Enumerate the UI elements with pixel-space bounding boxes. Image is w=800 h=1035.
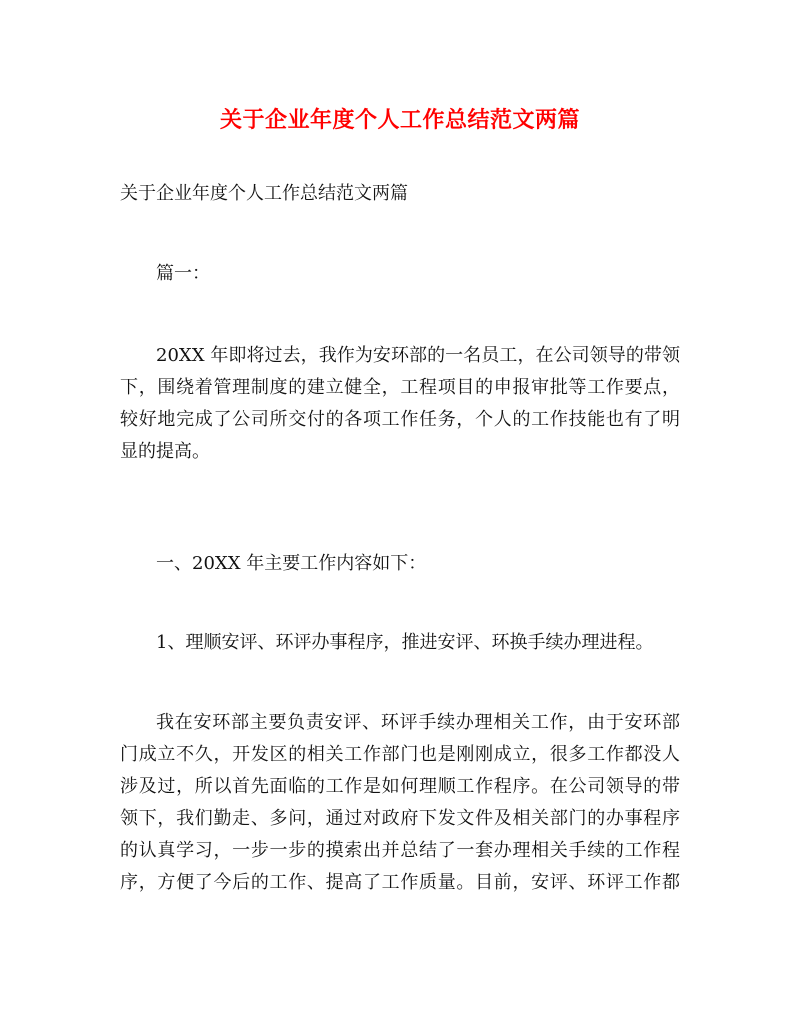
- paragraph-2: [120, 707, 680, 899]
- paragraph-2-line: 涉及过，所以首先面临的工作是如何理顺工作程序。在公司领导的带: [120, 776, 680, 797]
- paragraph-2-line: 我在安环部主要负责安评、环评手续办理相关工作，由于安环部: [156, 712, 680, 733]
- paragraph-1-line: 下，围绕着管理制度的建立健全，工程项目的申报审批等工作要点，: [120, 377, 680, 398]
- paragraph-2-line: 序，方便了今后的工作、提高了工作质量。目前，安评、环评工作都: [120, 872, 680, 893]
- document-subtitle: 关于企业年度个人工作总结范文两篇: [120, 183, 408, 204]
- paragraph-1-line: 较好地完成了公司所交付的各项工作任务，个人的工作技能也有了明: [120, 409, 680, 430]
- item-1-heading: 1、理顺安评、环评办事程序，推进安评、环换手续办理进程。: [156, 632, 654, 653]
- paragraph-1: [120, 340, 680, 468]
- section-1-heading: 一、20XX 年主要工作内容如下：: [156, 553, 427, 574]
- paragraph-2-line: 领下，我们勤走、多问，通过对政府下发文件及相关部门的办事程序: [120, 808, 680, 829]
- paragraph-2-line: 的认真学习，一步一步的摸索出并总结了一套办理相关手续的工作程: [120, 840, 680, 861]
- paragraph-1-line: 20XX 年即将过去，我作为安环部的一名员工，在公司领导的带领: [156, 345, 680, 366]
- paragraph-1-line: 显的提高。: [120, 441, 210, 462]
- paragraph-2-line: 门成立不久，开发区的相关工作部门也是刚刚成立，很多工作都没人: [120, 744, 680, 765]
- document-title: 关于企业年度个人工作总结范文两篇: [219, 107, 580, 133]
- part-heading: 篇一：: [156, 263, 210, 284]
